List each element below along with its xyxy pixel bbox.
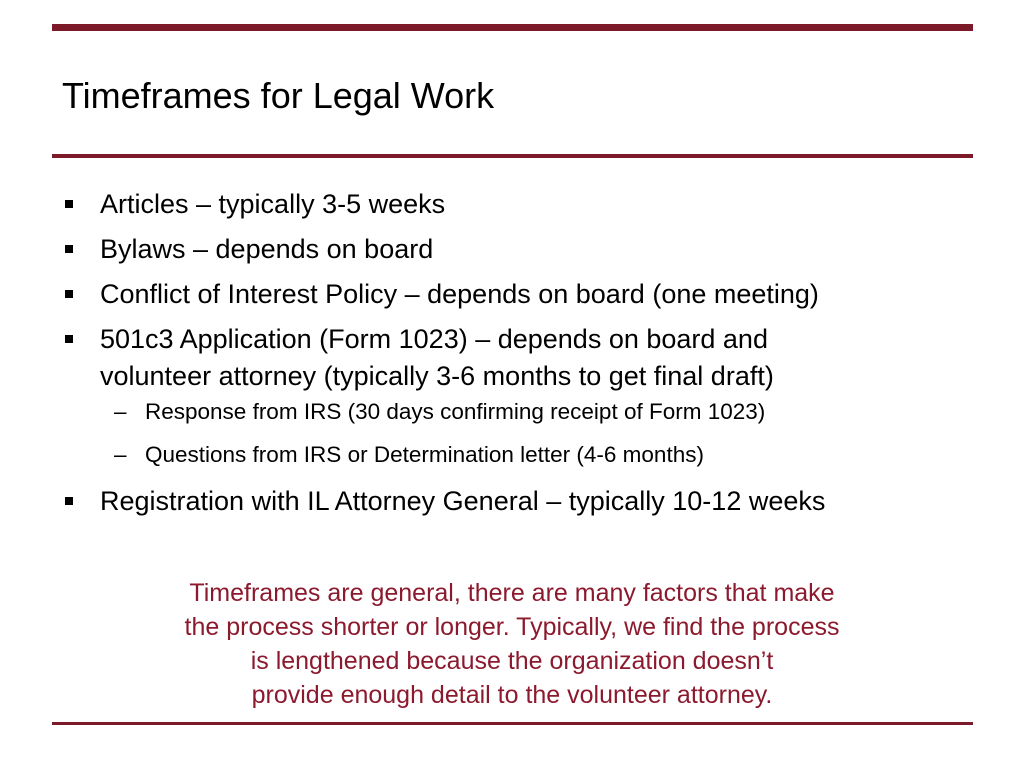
bullet-text: Conflict of Interest Policy – depends on board (one meeting) [100,279,819,309]
square-bullet-icon [65,200,73,208]
bullet-item [62,321,1002,395]
note-line: the process shorter or longer. Typically, we find the process [184,613,840,641]
slide-title: Timeframes for Legal Work [62,75,495,116]
bullet-item [62,276,1002,313]
sub-bullet-text: Questions from IRS or Determination letter (4-6 months) [145,442,704,467]
square-bullet-icon [65,335,73,343]
title-divider [52,154,973,158]
note-line: provide enough detail to the volunteer attorney. [251,681,773,709]
note-text [0,576,1024,712]
sub-bullet-text: Response from IRS (30 days confirming receipt of Form 1023) [145,399,766,424]
bottom-divider [52,722,973,725]
bullet-list [62,186,1002,528]
bullet-item [62,231,1002,268]
bullet-text: Articles – typically 3-5 weeks [100,189,446,219]
note-line: Timeframes are general, there are many factors that make [189,579,835,607]
square-bullet-icon [65,290,73,298]
top-divider [52,24,973,31]
dash-bullet-icon: – [114,399,127,424]
bullet-text-line: volunteer attorney (typically 3-6 months to get final draft) [100,361,774,391]
bullet-text: Bylaws – depends on board [100,234,434,264]
bullet-text: Registration with IL Attorney General – typically 10-12 weeks [100,486,826,516]
bullet-text-line: 501c3 Application (Form 1023) – depends on board and [100,324,768,354]
bullet-item [62,483,1002,520]
bullet-item [62,186,1002,223]
square-bullet-icon [65,245,73,253]
note-line: is lengthened because the organization doesn’t [250,647,774,675]
dash-bullet-icon: – [114,442,127,467]
sub-bullet-item [62,440,1002,470]
sub-bullet-item [62,397,1002,427]
square-bullet-icon [65,497,73,505]
